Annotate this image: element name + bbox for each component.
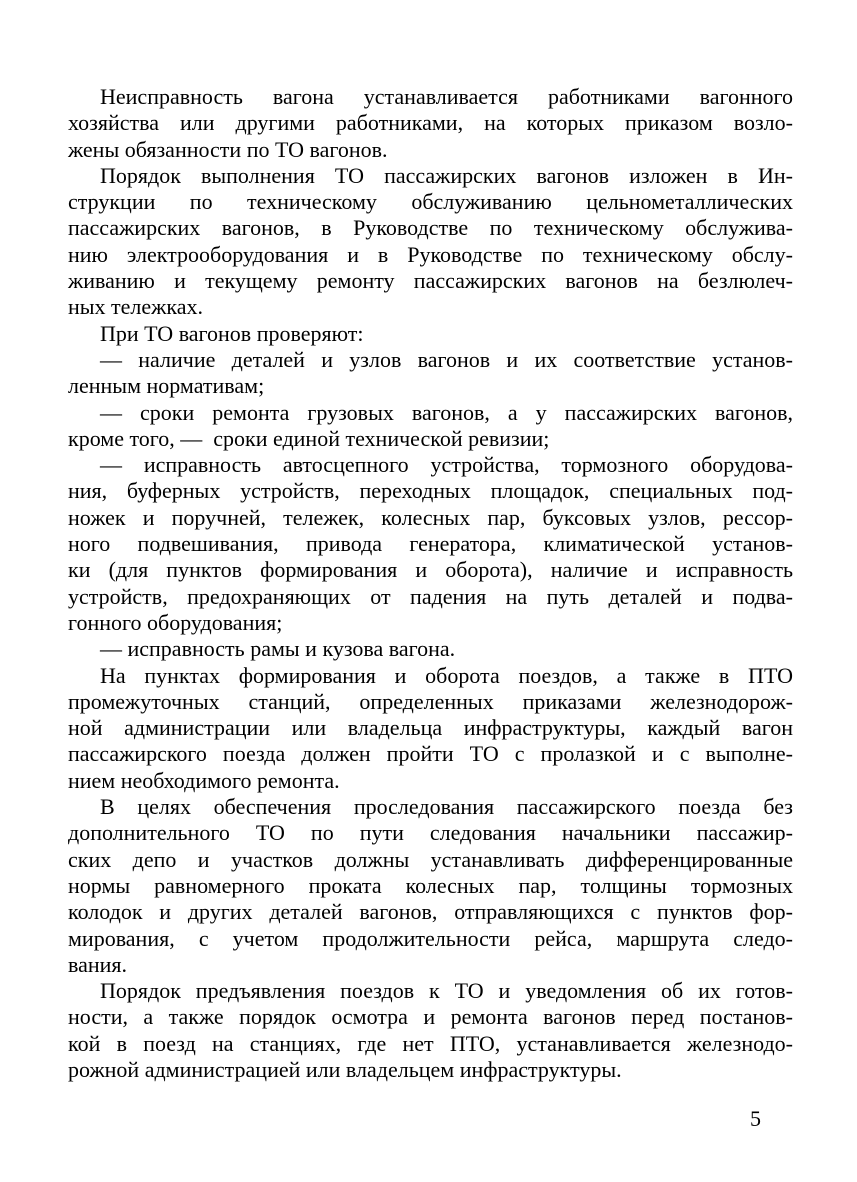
text-line: Порядок предъявления поездов к ТО и уведомления об их готов-	[100, 978, 793, 1004]
text-line: ножек и поручней, тележек, колесных пар, буксовых узлов, рессор-	[68, 504, 793, 530]
text-line: На пунктах формирования и оборота поездов, а также в ПТО	[100, 662, 793, 688]
paragraph	[68, 347, 793, 400]
text-line: хозяйства или другими работниками, на которых приказом возло-	[68, 110, 793, 136]
page-number: 5	[750, 1106, 761, 1131]
text-line: — наличие деталей и узлов вагонов и их соответствие установ-	[100, 346, 793, 372]
paragraph	[68, 663, 793, 794]
text-line: ности, а также порядок осмотра и ремонта вагонов перед постанов-	[68, 1004, 793, 1030]
text-line: пассажирских вагонов, в Руководстве по техническому обслужива-	[68, 215, 793, 241]
text-line: ных тележках.	[68, 294, 203, 320]
text-line: ских депо и участков должны устанавливать дифференцированные	[68, 846, 793, 872]
text-line: нием необходимого ремонта.	[68, 767, 340, 793]
text-line: гонного оборудования;	[68, 609, 283, 635]
text-line: устройств, предохраняющих от падения на путь деталей и подва-	[68, 583, 793, 609]
text-line: рожной администрацией или владельцем инфраструктуры.	[68, 1056, 622, 1082]
paragraph	[68, 794, 793, 978]
text-line: — сроки ремонта грузовых вагонов, а у пассажирских вагонов,	[100, 399, 793, 425]
text-line: При ТО вагонов проверяют:	[100, 320, 364, 346]
text-line: ной администрации или владельца инфраструктуры, каждый вагон	[68, 715, 793, 741]
paragraph	[68, 452, 793, 636]
text-line: — исправность рамы и кузова вагона.	[100, 636, 456, 662]
text-line: ного подвешивания, привода генератора, климатической установ-	[68, 531, 793, 557]
text-line: нормы равномерного проката колесных пар, толщины тормозных	[68, 872, 793, 898]
text-line: струкции по техническому обслуживанию цельнометаллических	[68, 189, 793, 215]
text-line: Неисправность вагона устанавливается работниками вагонного	[100, 84, 793, 109]
paragraph	[68, 636, 793, 662]
text-line: ки (для пунктов формирования и оборота), наличие и исправность	[68, 557, 793, 583]
text-line: — исправность автосцепного устройства, тормозного оборудова-	[100, 452, 793, 478]
text-line: пассажирского поезда должен пройти ТО с пролазкой и с выполне-	[68, 741, 793, 767]
text-line: мирования, с учетом продолжительности рейса, маршрута следо-	[68, 925, 793, 951]
text-line: ния, буферных устройств, переходных площадок, специальных под-	[68, 478, 793, 504]
text-line: промежуточных станций, определенных приказами железнодорож-	[68, 688, 793, 714]
text-line: жены обязанности по ТО вагонов.	[68, 136, 388, 162]
text-line: Порядок выполнения ТО пассажирских вагонов изложен в Ин-	[100, 162, 793, 188]
text-line: нию электрооборудования и в Руководстве по техническому обслу-	[68, 241, 793, 267]
text-line: живанию и текущему ремонту пассажирских вагонов на безлюлеч-	[68, 268, 793, 294]
page-text	[68, 84, 793, 1083]
text-line: вания.	[68, 951, 128, 977]
text-line: кой в поезд на станциях, где нет ПТО, устанавливается железнодо-	[68, 1030, 793, 1056]
text-line: ленным нормативам;	[68, 373, 265, 399]
text-line: кроме того, — сроки единой технической ревизии;	[68, 425, 550, 451]
paragraph	[68, 163, 793, 321]
paragraph	[68, 84, 793, 163]
paragraph	[68, 400, 793, 453]
text-line: В целях обеспечения проследования пассажирского поезда без	[100, 794, 793, 820]
text-line: дополнительного ТО по пути следования начальники пассажир-	[68, 820, 793, 846]
text-line: колодок и других деталей вагонов, отправляющихся с пунктов фор-	[68, 899, 793, 925]
paragraph	[68, 978, 793, 1083]
paragraph	[68, 321, 793, 347]
